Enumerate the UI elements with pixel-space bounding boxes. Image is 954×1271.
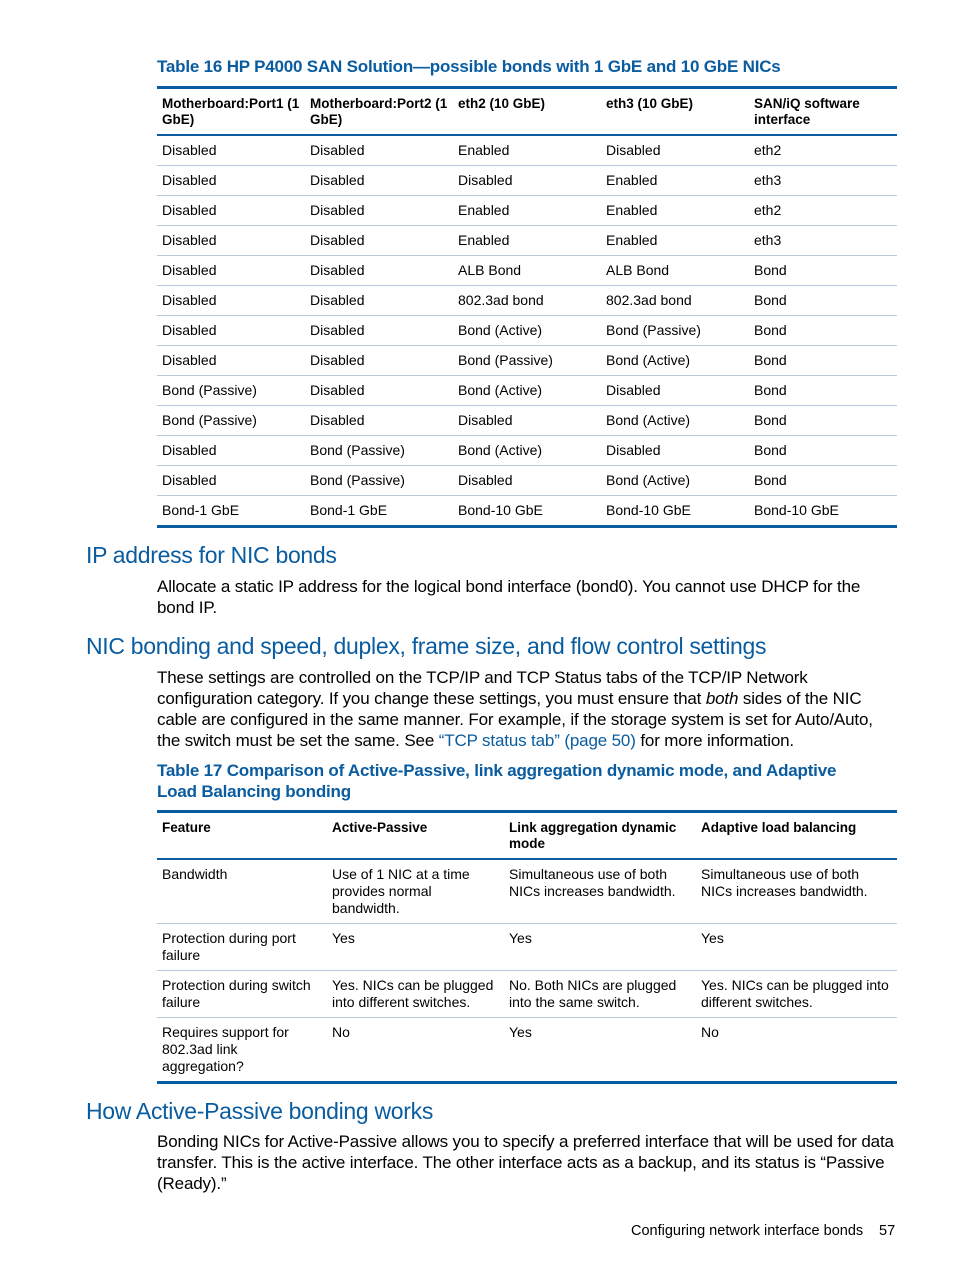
table-cell: Protection during switch failure bbox=[157, 971, 327, 1018]
table-cell: Disabled bbox=[157, 466, 305, 496]
table-cell: Bond (Passive) bbox=[157, 406, 305, 436]
table-cell: Bond (Active) bbox=[453, 376, 601, 406]
table-cell: Use of 1 NIC at a time provides normal bandwidth. bbox=[327, 859, 504, 924]
table-cell: Yes bbox=[504, 924, 696, 971]
table-cell: Protection during port failure bbox=[157, 924, 327, 971]
table-cell: Bond (Active) bbox=[601, 406, 749, 436]
table-row bbox=[157, 436, 897, 466]
table-cell: Enabled bbox=[601, 226, 749, 256]
table-row bbox=[157, 316, 897, 346]
table-row bbox=[157, 496, 897, 527]
table-cell: Requires support for 802.3ad link aggregation? bbox=[157, 1018, 327, 1083]
table-cell: Enabled bbox=[453, 135, 601, 166]
table-cell: Disabled bbox=[305, 196, 453, 226]
table-cell: Yes. NICs can be plugged into different switches. bbox=[696, 971, 897, 1018]
paragraph-text: These settings are controlled on the TCP/IP and TCP Status tabs of the TCP/IP Network configuration category. If you change these settings, you must ensure that bbox=[157, 668, 808, 708]
table-cell: Disabled bbox=[305, 256, 453, 286]
table-row bbox=[157, 256, 897, 286]
table-row bbox=[157, 226, 897, 256]
speed-duplex-heading: NIC bonding and speed, duplex, frame size, and flow control settings bbox=[86, 633, 767, 659]
table-cell: Disabled bbox=[601, 376, 749, 406]
ip-address-heading: IP address for NIC bonds bbox=[86, 542, 337, 568]
table-cell: Yes. NICs can be plugged into different switches. bbox=[327, 971, 504, 1018]
table-cell: Bond (Active) bbox=[453, 316, 601, 346]
table-cell: Yes bbox=[504, 1018, 696, 1083]
paragraph-text: sides of the NIC cable are configured in the same manner. For example, if the storage system is set for Auto/Auto, the switch must be set the same. See bbox=[157, 689, 873, 750]
table-cell: Bond bbox=[749, 376, 897, 406]
table-cell: Disabled bbox=[305, 286, 453, 316]
table-cell: Bond-10 GbE bbox=[453, 496, 601, 527]
table-cell: Bond (Passive) bbox=[305, 466, 453, 496]
table-cell: eth3 bbox=[749, 226, 897, 256]
active-passive-heading: How Active-Passive bonding works bbox=[86, 1098, 434, 1124]
table17-header-active-passive: Active-Passive bbox=[327, 812, 504, 860]
table-cell: Bond-1 GbE bbox=[305, 496, 453, 527]
table-cell: eth2 bbox=[749, 135, 897, 166]
table16-header-port1: Motherboard:Port1 (1 GbE) bbox=[157, 88, 305, 136]
table-cell: Disabled bbox=[305, 316, 453, 346]
table-cell: Bond (Passive) bbox=[157, 376, 305, 406]
emphasis-text: both bbox=[705, 689, 739, 708]
bond-options-table bbox=[157, 86, 897, 528]
active-passive-paragraph: Bonding NICs for Active-Passive allows you to specify a preferred interface that will be used for data transfer. This is the active interface. The other interface acts as a backup, and its status is “Passive (Ready).” bbox=[157, 1132, 894, 1193]
table-cell: Enabled bbox=[453, 196, 601, 226]
table17-header-link-aggregation: Link aggregation dynamic mode bbox=[504, 812, 696, 860]
table-cell: Disabled bbox=[305, 346, 453, 376]
table-cell: Disabled bbox=[453, 466, 601, 496]
table-row bbox=[157, 859, 897, 924]
table-cell: Yes bbox=[327, 924, 504, 971]
table-row bbox=[157, 971, 897, 1018]
table-cell: eth2 bbox=[749, 196, 897, 226]
table-cell: Simultaneous use of both NICs increases bandwidth. bbox=[696, 859, 897, 924]
table-cell: Bond bbox=[749, 256, 897, 286]
table16-header-eth3: eth3 (10 GbE) bbox=[601, 88, 749, 136]
table-cell: Disabled bbox=[601, 135, 749, 166]
table-row bbox=[157, 166, 897, 196]
table-cell: Bond bbox=[749, 436, 897, 466]
table17-header-feature: Feature bbox=[157, 812, 327, 860]
table-cell: Enabled bbox=[601, 166, 749, 196]
table-cell: Disabled bbox=[157, 135, 305, 166]
table-cell: Bond-1 GbE bbox=[157, 496, 305, 527]
table-cell: Bandwidth bbox=[157, 859, 327, 924]
table-cell: 802.3ad bond bbox=[601, 286, 749, 316]
table-cell: Bond (Passive) bbox=[601, 316, 749, 346]
table-cell: Disabled bbox=[305, 135, 453, 166]
table16-header-port2: Motherboard:Port2 (1 GbE) bbox=[305, 88, 453, 136]
table-cell: Bond bbox=[749, 316, 897, 346]
table-cell: ALB Bond bbox=[453, 256, 601, 286]
table16-caption: Table 16 HP P4000 SAN Solution—possible bonds with 1 GbE and 10 GbE NICs bbox=[157, 57, 781, 76]
table-cell: Disabled bbox=[157, 256, 305, 286]
table-row bbox=[157, 406, 897, 436]
page-number: 57 bbox=[879, 1223, 896, 1239]
table-cell: Disabled bbox=[453, 166, 601, 196]
table-cell: eth3 bbox=[749, 166, 897, 196]
paragraph-text: for more information. bbox=[635, 731, 795, 750]
table-cell: 802.3ad bond bbox=[453, 286, 601, 316]
table-cell: Bond (Active) bbox=[601, 346, 749, 376]
table17-header-row bbox=[157, 812, 897, 860]
table-cell: No bbox=[696, 1018, 897, 1083]
table-cell: Bond bbox=[749, 286, 897, 316]
table-cell: Disabled bbox=[305, 166, 453, 196]
table-cell: Disabled bbox=[157, 346, 305, 376]
table17-caption: Table 17 Comparison of Active-Passive, link aggregation dynamic mode, and Adaptive Load Balancing bonding bbox=[157, 761, 837, 801]
table-cell: Enabled bbox=[601, 196, 749, 226]
table-cell: Bond bbox=[749, 346, 897, 376]
table-cell: Disabled bbox=[157, 196, 305, 226]
table-cell: Bond (Passive) bbox=[305, 436, 453, 466]
table-cell: Disabled bbox=[157, 226, 305, 256]
table-row bbox=[157, 286, 897, 316]
table-cell: Bond bbox=[749, 466, 897, 496]
table-cell: Bond bbox=[749, 406, 897, 436]
table16-header-row bbox=[157, 88, 897, 136]
table-cell: No. Both NICs are plugged into the same switch. bbox=[504, 971, 696, 1018]
table-cell: Bond (Active) bbox=[453, 436, 601, 466]
table-cell: Disabled bbox=[305, 406, 453, 436]
table-row bbox=[157, 346, 897, 376]
table-row bbox=[157, 376, 897, 406]
table17-header-adaptive-load-balancing: Adaptive load balancing bbox=[696, 812, 897, 860]
table-cell: ALB Bond bbox=[601, 256, 749, 286]
table-cell: Enabled bbox=[453, 226, 601, 256]
table-cell: Disabled bbox=[601, 436, 749, 466]
table-cell: Disabled bbox=[305, 376, 453, 406]
table-cell: Disabled bbox=[157, 316, 305, 346]
table-cell: No bbox=[327, 1018, 504, 1083]
tcp-status-tab-link[interactable]: “TCP status tab” (page 50) bbox=[438, 731, 636, 750]
ip-address-paragraph: Allocate a static IP address for the logical bond interface (bond0). You cannot use DHCP for the bond IP. bbox=[157, 577, 861, 617]
table-cell: Yes bbox=[696, 924, 897, 971]
table-cell: Disabled bbox=[157, 286, 305, 316]
table16-header-eth2: eth2 (10 GbE) bbox=[453, 88, 601, 136]
table-cell: Bond (Passive) bbox=[453, 346, 601, 376]
footer-chapter-title: Configuring network interface bonds bbox=[631, 1223, 864, 1239]
speed-duplex-paragraph bbox=[157, 667, 897, 751]
table-cell: Disabled bbox=[157, 166, 305, 196]
table16-header-interface: SAN/iQ software interface bbox=[749, 88, 897, 136]
table-cell: Disabled bbox=[453, 406, 601, 436]
table-cell: Disabled bbox=[305, 226, 453, 256]
table-cell: Simultaneous use of both NICs increases bandwidth. bbox=[504, 859, 696, 924]
table-row bbox=[157, 135, 897, 166]
table-row bbox=[157, 1018, 897, 1083]
bonding-comparison-table bbox=[157, 810, 897, 1084]
table-cell: Bond-10 GbE bbox=[601, 496, 749, 527]
table-cell: Bond-10 GbE bbox=[749, 496, 897, 527]
table-row bbox=[157, 466, 897, 496]
table-row bbox=[157, 196, 897, 226]
table-cell: Bond (Active) bbox=[601, 466, 749, 496]
table-row bbox=[157, 924, 897, 971]
table-cell: Disabled bbox=[157, 436, 305, 466]
